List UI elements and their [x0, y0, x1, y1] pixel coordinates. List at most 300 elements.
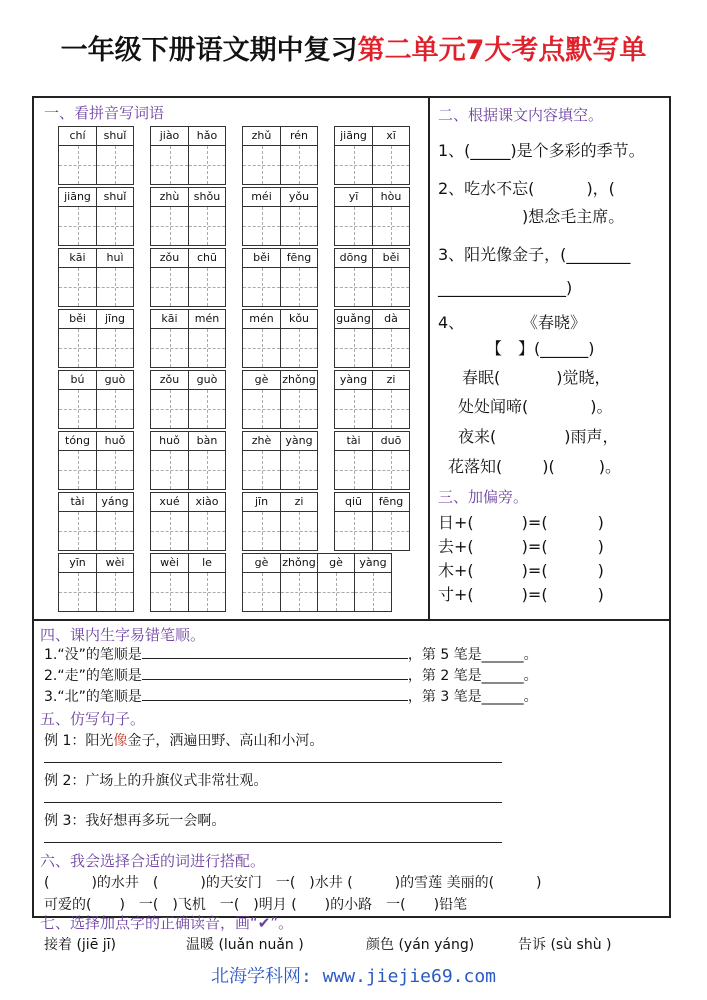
character-row[interactable] [334, 145, 410, 185]
character-row[interactable] [242, 328, 318, 368]
radical-base: 木+ [438, 561, 468, 580]
divider-vertical [428, 96, 430, 621]
poem-l4c: )。 [598, 457, 621, 476]
writing-cell[interactable] [335, 268, 372, 306]
pinyin-word-box[interactable] [242, 492, 318, 551]
pinyin-syllable: duō [372, 432, 409, 450]
pinyin-syllable: qiū [344, 495, 362, 508]
pinyin-word-box[interactable] [242, 126, 318, 185]
stroke-q: 2.“走”的笔顺是 [44, 668, 142, 684]
writing-cell[interactable] [59, 390, 96, 428]
section-2-heading: 二、根据课文内容填空。 [438, 106, 604, 124]
title-part1: 一年级下册语文期中复习 [60, 35, 358, 66]
pinyin-row [150, 187, 226, 206]
radical-end: ) [597, 537, 604, 556]
writing-cell[interactable] [59, 146, 96, 184]
footer-site: 北海学科网: www.jiejie69.com [210, 966, 497, 987]
pinyin-word-box[interactable] [58, 370, 134, 429]
pinyin-row [150, 553, 226, 572]
pinyin-word-box[interactable] [242, 187, 318, 246]
pinyin-row [242, 553, 392, 572]
imitate-ex1c: 金子，洒遍田野、高山和小河。 [127, 733, 324, 749]
writing-cell[interactable] [372, 207, 409, 245]
pinyin-syllable: gè [254, 556, 269, 569]
pinyin-syllable: zhǔ [251, 129, 272, 142]
section-4-heading: 四、课内生字易错笔顺。 [40, 626, 206, 644]
section-1-heading: 一、看拼音写词语 [44, 104, 165, 122]
reading-4[interactable]: 告诉 (sù shù ) [518, 937, 612, 953]
writing-cell[interactable] [372, 451, 409, 489]
writing-cell[interactable] [280, 146, 317, 184]
pinyin-word-box[interactable] [334, 248, 410, 307]
pinyin-syllable: kǒu [280, 310, 317, 328]
poem-l2b: )。 [590, 397, 613, 416]
pinyin-syllable: yàng [339, 373, 368, 386]
writing-cell[interactable] [335, 146, 372, 184]
pinyin-syllable: zhù [159, 190, 180, 203]
imitate-ex1 [44, 730, 323, 750]
pinyin-word-box[interactable] [58, 187, 134, 246]
pinyin-syllable: jīn [254, 495, 269, 508]
pinyin-syllable: zi [372, 371, 409, 389]
pinyin-word-box[interactable] [242, 553, 392, 612]
pinyin-syllable: hǎo [188, 127, 225, 145]
character-row[interactable] [242, 206, 318, 246]
radical-mid: ( )=( [467, 561, 548, 580]
character-row[interactable] [150, 389, 226, 429]
writing-cell[interactable] [188, 268, 225, 306]
poem-line-2 [458, 394, 613, 417]
pinyin-row [242, 492, 318, 511]
character-row[interactable] [150, 572, 226, 612]
writing-cell[interactable] [96, 451, 133, 489]
pinyin-word-box[interactable] [150, 309, 226, 368]
writing-cell[interactable] [335, 390, 372, 428]
pinyin-syllable: xué [159, 495, 180, 508]
pinyin-word-box[interactable] [58, 309, 134, 368]
pinyin-syllable: jiāng [64, 190, 91, 203]
pinyin-syllable: yàng [354, 554, 391, 572]
character-row[interactable] [242, 389, 318, 429]
writing-cell[interactable] [280, 451, 317, 489]
writing-cell[interactable] [96, 268, 133, 306]
writing-cell[interactable] [243, 207, 280, 245]
character-row[interactable] [150, 145, 226, 185]
poem-title: 《春晓》 [522, 313, 587, 332]
pinyin-syllable: bú [70, 373, 85, 386]
poem-line-1 [462, 365, 611, 388]
writing-cell[interactable] [372, 268, 409, 306]
poem-l4a: 花落知( [448, 457, 503, 476]
writing-cell[interactable] [280, 207, 317, 245]
pinyin-syllable: guò [96, 371, 133, 389]
pinyin-row [334, 309, 410, 328]
radical-base: 去+ [438, 537, 468, 556]
radical-row [438, 558, 604, 582]
pinyin-word-box[interactable] [150, 370, 226, 429]
pinyin-syllable: zǒu [159, 373, 180, 386]
pinyin-syllable: zhǒng [280, 371, 317, 389]
pinyin-row [150, 309, 226, 328]
imitate-ex1b: 像 [113, 733, 128, 749]
pinyin-row [334, 492, 410, 511]
radical-end: ) [597, 585, 604, 604]
character-row[interactable] [150, 450, 226, 490]
pinyin-syllable: shǒu [188, 188, 225, 206]
pinyin-syllable: zǒu [159, 251, 180, 264]
pinyin-syllable: běi [253, 251, 270, 264]
pinyin-syllable: zhǒng [280, 554, 317, 572]
fill-q3a: 3、阳光像金子，(________ [438, 245, 631, 264]
writing-cell[interactable] [188, 451, 225, 489]
pinyin-syllable: dà [372, 310, 409, 328]
character-row[interactable] [242, 450, 318, 490]
answer-line-2[interactable] [44, 802, 502, 803]
writing-cell[interactable] [96, 329, 133, 367]
stroke-answer-line[interactable] [142, 679, 408, 680]
pinyin-syllable: huǒ [96, 432, 133, 450]
pinyin-syllable: bàn [188, 432, 225, 450]
radical-mid: ( )=( [467, 513, 548, 532]
radical-mid: ( )=( [467, 585, 548, 604]
pinyin-syllable: guǎng [336, 312, 371, 325]
pinyin-syllable: chū [188, 249, 225, 267]
pinyin-word-box[interactable] [242, 431, 318, 490]
pinyin-row [58, 126, 134, 145]
writing-cell[interactable] [280, 390, 317, 428]
pinyin-word-box[interactable] [334, 431, 410, 490]
character-row[interactable] [58, 145, 134, 185]
radical-end: ) [597, 513, 604, 532]
pinyin-syllable: tài [70, 495, 85, 508]
fill-q2 [438, 176, 615, 199]
pinyin-syllable: hòu [372, 188, 409, 206]
pinyin-syllable: guò [188, 371, 225, 389]
pinyin-row [242, 248, 318, 267]
pinyin-word-box[interactable] [150, 492, 226, 551]
divider-horizontal [32, 619, 671, 621]
writing-cell[interactable] [243, 329, 280, 367]
character-row[interactable] [58, 450, 134, 490]
pinyin-syllable: yàng [280, 432, 317, 450]
page-title [0, 28, 707, 67]
radical-end: ) [597, 561, 604, 580]
character-row[interactable] [58, 389, 134, 429]
radical-row [438, 582, 604, 606]
pinyin-word-box[interactable] [242, 309, 318, 368]
character-row[interactable] [58, 267, 134, 307]
pinyin-word-box[interactable] [334, 370, 410, 429]
writing-cell[interactable] [151, 512, 188, 550]
pinyin-syllable: le [188, 554, 225, 572]
poem-l3b: )雨声， [564, 427, 619, 446]
character-row[interactable] [58, 511, 134, 551]
pinyin-row [58, 431, 134, 450]
character-row[interactable] [58, 572, 134, 612]
pinyin-syllable: zhè [251, 434, 272, 447]
pinyin-syllable: mén [249, 312, 274, 325]
stroke-tail: ，第 5 笔是______。 [407, 647, 538, 663]
radical-mid: ( )=( [467, 537, 548, 556]
pinyin-syllable: běi [372, 249, 409, 267]
pinyin-syllable: dōng [339, 251, 368, 264]
character-row[interactable] [334, 206, 410, 246]
fill-q2b: )，( [586, 179, 615, 198]
writing-cell[interactable] [243, 146, 280, 184]
writing-cell[interactable] [59, 207, 96, 245]
writing-cell[interactable] [354, 573, 391, 611]
writing-cell[interactable] [243, 451, 280, 489]
writing-cell[interactable] [151, 146, 188, 184]
pinyin-syllable: tài [346, 434, 361, 447]
writing-cell[interactable] [280, 268, 317, 306]
writing-cell[interactable] [151, 268, 188, 306]
writing-cell[interactable] [96, 512, 133, 550]
pinyin-word-box[interactable] [58, 126, 134, 185]
pinyin-word-box[interactable] [150, 126, 226, 185]
fill-q2c: )想念毛主席。 [522, 207, 625, 226]
section-7-heading: 七、选择加点字的正确读音，画“✔”。 [40, 914, 294, 932]
writing-cell[interactable] [243, 573, 280, 611]
pinyin-syllable: yǒu [280, 188, 317, 206]
pinyin-row [58, 248, 134, 267]
pinyin-row [242, 370, 318, 389]
pinyin-syllable: fēng [280, 249, 317, 267]
pinyin-syllable: kāi [161, 312, 178, 325]
writing-cell[interactable] [335, 512, 372, 550]
pinyin-row [58, 370, 134, 389]
pinyin-syllable: méi [251, 190, 272, 203]
stroke-list [44, 644, 538, 707]
writing-cell[interactable] [96, 146, 133, 184]
character-row[interactable] [242, 572, 392, 612]
writing-cell[interactable] [243, 512, 280, 550]
character-row[interactable] [150, 267, 226, 307]
pinyin-syllable: yī [348, 190, 359, 203]
writing-cell[interactable] [59, 573, 96, 611]
stroke-question [44, 644, 538, 665]
pinyin-syllable: wèi [160, 556, 179, 569]
pinyin-syllable: mén [188, 310, 225, 328]
writing-cell[interactable] [280, 573, 317, 611]
writing-cell[interactable] [151, 573, 188, 611]
writing-cell[interactable] [59, 329, 96, 367]
character-row[interactable] [334, 389, 410, 429]
stroke-answer-line[interactable] [142, 658, 408, 659]
pinyin-row [150, 126, 226, 145]
match-row-2: 可爱的( ) 一( )飞机 一( )明月 ( )的小路 一( )铅笔 [44, 897, 468, 913]
pinyin-syllable: xī [372, 127, 409, 145]
pinyin-syllable: gè [254, 373, 269, 386]
fill-q4: 4、 [438, 313, 465, 332]
pinyin-row [334, 187, 410, 206]
pinyin-syllable: huǒ [159, 434, 180, 447]
character-row[interactable] [334, 450, 410, 490]
poem-l4b: )( [542, 457, 555, 476]
pinyin-row [334, 248, 410, 267]
pinyin-row [150, 431, 226, 450]
pinyin-word-box[interactable] [334, 309, 410, 368]
pinyin-syllable: yīn [69, 556, 86, 569]
pinyin-word-box[interactable] [334, 126, 410, 185]
pinyin-syllable: gè [317, 554, 354, 572]
writing-cell[interactable] [59, 268, 96, 306]
pinyin-row [242, 187, 318, 206]
writing-cell[interactable] [59, 451, 96, 489]
character-row[interactable] [150, 206, 226, 246]
writing-cell[interactable] [188, 207, 225, 245]
pinyin-syllable: rén [280, 127, 317, 145]
writing-cell[interactable] [96, 573, 133, 611]
stroke-q: 3.“北”的笔顺是 [44, 689, 142, 705]
writing-cell[interactable] [335, 207, 372, 245]
writing-cell[interactable] [151, 451, 188, 489]
writing-cell[interactable] [280, 329, 317, 367]
fill-q3b: ________________) [438, 278, 573, 297]
character-row[interactable] [58, 328, 134, 368]
pinyin-syllable: zi [280, 493, 317, 511]
stroke-tail: ，第 3 笔是______。 [407, 689, 538, 705]
pinyin-row [334, 370, 410, 389]
pinyin-syllable: shuǐ [96, 188, 133, 206]
imitate-ex2: 例 2：广场上的升旗仪式非常壮观。 [44, 773, 268, 789]
pinyin-row [242, 431, 318, 450]
writing-cell[interactable] [188, 390, 225, 428]
pinyin-row [58, 492, 134, 511]
pinyin-row [58, 553, 134, 572]
writing-cell[interactable] [280, 512, 317, 550]
character-row[interactable] [150, 328, 226, 368]
character-row[interactable] [150, 511, 226, 551]
character-row[interactable] [58, 206, 134, 246]
pinyin-row [150, 370, 226, 389]
title-part2: 第二单元7大考点默写单 [357, 35, 647, 66]
pinyin-row [334, 126, 410, 145]
writing-cell[interactable] [243, 268, 280, 306]
pinyin-word-box[interactable] [242, 370, 318, 429]
character-row[interactable] [334, 328, 410, 368]
answer-line-1[interactable] [44, 762, 502, 763]
pinyin-word-box[interactable] [150, 187, 226, 246]
pinyin-syllable: shuǐ [96, 127, 133, 145]
character-row[interactable] [242, 145, 318, 185]
pinyin-word-box[interactable] [334, 187, 410, 246]
radical-row [438, 534, 604, 558]
pinyin-syllable: chí [69, 129, 86, 142]
writing-cell[interactable] [372, 329, 409, 367]
pinyin-word-box[interactable] [58, 248, 134, 307]
pinyin-row [150, 248, 226, 267]
reading-2[interactable]: 温暖 (luǎn nuǎn ) [186, 937, 304, 953]
pinyin-word-box[interactable] [58, 431, 134, 490]
writing-cell[interactable] [372, 146, 409, 184]
pinyin-syllable: kāi [69, 251, 86, 264]
writing-cell[interactable] [151, 207, 188, 245]
stroke-question [44, 665, 538, 686]
writing-cell[interactable] [151, 329, 188, 367]
writing-cell[interactable] [188, 512, 225, 550]
writing-cell[interactable] [96, 390, 133, 428]
stroke-q: 1.“没”的笔顺是 [44, 647, 142, 663]
character-row[interactable] [242, 267, 318, 307]
pinyin-syllable: jiào [159, 129, 180, 142]
radical-base: 寸+ [438, 585, 468, 604]
writing-cell[interactable] [188, 146, 225, 184]
character-row[interactable] [334, 267, 410, 307]
poem-line-4 [448, 454, 621, 477]
imitate-ex1a: 例 1：阳光 [44, 733, 114, 749]
writing-cell[interactable] [151, 390, 188, 428]
pinyin-word-box[interactable] [150, 553, 226, 612]
stroke-tail: ，第 2 笔是______。 [407, 668, 538, 684]
pinyin-row [242, 309, 318, 328]
pinyin-row [150, 492, 226, 511]
pinyin-syllable: fēng [372, 493, 409, 511]
writing-cell[interactable] [372, 512, 409, 550]
writing-cell[interactable] [243, 390, 280, 428]
pinyin-syllable: xiào [188, 493, 225, 511]
section-5-heading: 五、仿写句子。 [40, 710, 146, 728]
radical-row [438, 510, 604, 534]
pinyin-word-box[interactable] [58, 553, 134, 612]
poem-line-3 [458, 424, 619, 447]
imitate-ex3: 例 3：我好想再多玩一会啊。 [44, 813, 226, 829]
section-6-heading: 六、我会选择合适的词进行搭配。 [40, 852, 266, 870]
pinyin-word-box[interactable] [150, 248, 226, 307]
writing-cell[interactable] [188, 573, 225, 611]
poem-l3a: 夜来( [458, 427, 497, 446]
pinyin-row [58, 309, 134, 328]
writing-cell[interactable] [188, 329, 225, 367]
pinyin-row [334, 431, 410, 450]
pinyin-syllable: huì [96, 249, 133, 267]
reading-3[interactable]: 颜色 (yán yáng) [366, 937, 475, 953]
pinyin-syllable: jiāng [340, 129, 367, 142]
pinyin-row [242, 126, 318, 145]
character-row[interactable] [334, 511, 410, 551]
pinyin-syllable: běi [69, 312, 86, 325]
pinyin-word-box[interactable] [334, 492, 410, 551]
reading-1[interactable]: 接着 (jiē jī) [44, 937, 116, 953]
writing-cell[interactable] [317, 573, 354, 611]
radical-base: 日+ [438, 513, 468, 532]
writing-cell[interactable] [335, 329, 372, 367]
fill-q2a: 2、吃水不忘( [438, 179, 535, 198]
stroke-answer-line[interactable] [142, 700, 408, 701]
section-3-heading: 三、加偏旁。 [438, 488, 529, 506]
character-row[interactable] [242, 511, 318, 551]
pinyin-syllable: jīng [96, 310, 133, 328]
pinyin-syllable: tóng [65, 434, 90, 447]
poem-l2a: 处处闻啼( [458, 397, 529, 416]
radical-list [438, 510, 604, 606]
pinyin-syllable: yáng [96, 493, 133, 511]
pinyin-syllable: wèi [96, 554, 133, 572]
pinyin-word-box[interactable] [150, 431, 226, 490]
writing-cell[interactable] [96, 207, 133, 245]
match-row-1: ( )的水井 ( )的天安门 一( )水井 ( )的雪莲 美丽的( ) [44, 875, 542, 891]
poem-l1b: )觉晓， [556, 368, 611, 387]
poem-author: 【 】(______) [486, 339, 595, 358]
pinyin-row [58, 187, 134, 206]
fill-q1: 1、(_____)是个多彩的季节。 [438, 141, 645, 160]
writing-cell[interactable] [372, 390, 409, 428]
answer-line-3[interactable] [44, 842, 502, 843]
writing-cell[interactable] [335, 451, 372, 489]
pinyin-word-box[interactable] [58, 492, 134, 551]
pinyin-word-box[interactable] [242, 248, 318, 307]
writing-cell[interactable] [59, 512, 96, 550]
